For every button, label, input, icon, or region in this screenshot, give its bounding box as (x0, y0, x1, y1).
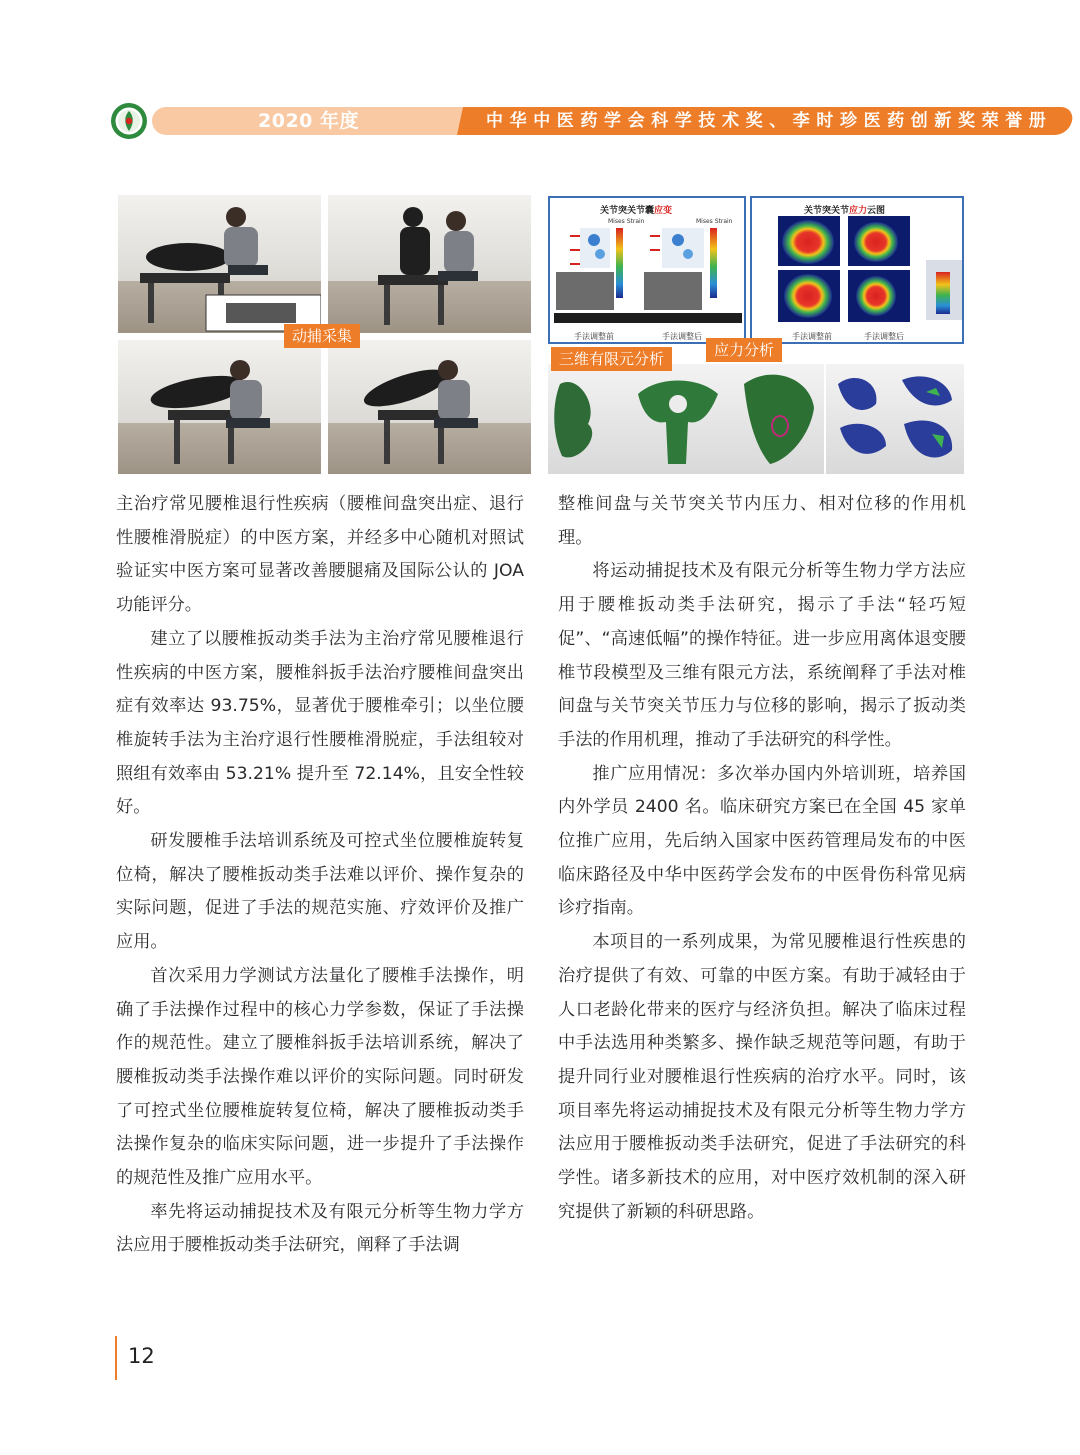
stress-caption-after: 手法调整后 (864, 332, 904, 341)
strain-caption-before: 手法调整前 (574, 332, 614, 341)
page-header (108, 100, 1053, 142)
stress-distribution-render (826, 364, 964, 474)
stress-caption-before: 手法调整前 (792, 332, 832, 341)
fea-3d-label: 三维有限元分析 (551, 347, 672, 371)
paragraph: 整椎间盘与关节突关节内压力、相对位移的作用机理。 (558, 494, 966, 548)
motion-capture-photo-2 (328, 195, 531, 333)
paragraph: 建立了以腰椎扳动类手法为主治疗常见腰椎退行性疾病的中医方案，腰椎斜扳手法治疗腰椎间盘突出症有效率达 93.75%，显著优于腰椎牵引；以坐位腰椎旋转手法为主治疗退行性腰椎滑脱症，手法组较对照组有效率由 53.21% 提升至 72.14%，且安全性较好。 (116, 628, 524, 818)
stress-panel-title: 关节突关节应力云图 (804, 206, 886, 216)
right-text-column (558, 488, 966, 1229)
stress-analysis-label: 应力分析 (706, 338, 782, 362)
page-number-rule (115, 1336, 117, 1380)
paragraph: 本项目的一系列成果，为常见腰椎退行性疾患的治疗提供了有效、可靠的中医方案。有助于减轻由于人口老龄化带来的医疗与经济负担。解决了临床过程中手法选用种类繁多、操作缺乏规范等问题，有助于提升同行业对腰椎退行性疾病的治疗水平。同时，该项目率先将运动捕捉技术及有限元分析等生物力学方法应用于腰椎扳动类手法研究，促进了手法研究的科学性。诸多新技术的应用，对中医疗效机制的深入研究提供了新颖的科研思路。 (558, 932, 966, 1222)
motion-capture-label: 动捕采集 (284, 324, 360, 348)
paragraph: 率先将运动捕捉技术及有限元分析等生物力学方法应用于腰椎扳动类手法研究，阐释了手法调 (116, 1201, 524, 1256)
vertebra-model-render (548, 364, 824, 474)
motion-capture-photo-4 (328, 340, 531, 474)
left-text-column (116, 488, 524, 1263)
paragraph: 主治疗常见腰椎退行性疾病（腰椎间盘突出症、退行性腰椎滑脱症）的中医方案，并经多中心随机对照试验证实中医方案可显著改善腰腿痛及国际公认的 JOA 功能评分。 (116, 494, 524, 616)
strain-legend-label-left: Mises Strain (608, 218, 645, 225)
paragraph: 研发腰椎手法培训系统及可控式坐位腰椎旋转复位椅，解决了腰椎扳动类手法难以评价、操作复杂的实际问题，促进了手法的规范实施、疗效评价及推广应用。 (116, 831, 524, 953)
association-seal-icon (110, 102, 148, 140)
capsule-strain-panel (548, 196, 746, 344)
paragraph: 首次采用力学测试方法量化了腰椎手法操作，明确了手法操作过程中的核心力学参数，保证了手法操作的规范性。建立了腰椎斜扳手法培训系统，解决了腰椎扳动类手法操作难以评价的实际问题。同时研发了可控式坐位腰椎旋转复位椅，解决了腰椎扳动类手法操作复杂的临床实际问题，进一步提升了手法操作的规范性及推广应用水平。 (116, 965, 524, 1189)
strain-legend-label-right: Mises Strain (696, 218, 733, 225)
page-number: 12 (128, 1344, 155, 1368)
strain-caption-after: 手法调整后 (662, 332, 702, 341)
motion-capture-photo-3 (118, 340, 321, 474)
strain-panel-title: 关节突关节囊应变 (600, 206, 673, 216)
motion-capture-photo-1 (118, 195, 321, 333)
facet-stress-panel (750, 196, 964, 344)
paragraph: 将运动捕捉技术及有限元分析等生物力学方法应用于腰椎扳动类手法研究，揭示了手法“轻巧短促”、“高速低幅”的操作特征。进一步应用离体退变腰椎节段模型及三维有限元方法，系统阐释了手法对椎间盘与关节突关节压力与位移的影响，揭示了扳动类手法的作用机理，推动了手法研究的科学性。 (558, 561, 966, 750)
header-year: 2020 年度 (258, 110, 359, 132)
header-title: 中华中医药学会科学技术奖、李时珍医药创新奖荣誉册 (486, 111, 1053, 131)
paragraph: 推广应用情况：多次举办国内外培训班，培养国内外学员 2400 名。临床研究方案已在全国 45 家单位推广应用，先后纳入国家中医药管理局发布的中医临床路径及中华中医药学会发布的中医骨伤科常见病诊疗指南。 (558, 763, 966, 919)
